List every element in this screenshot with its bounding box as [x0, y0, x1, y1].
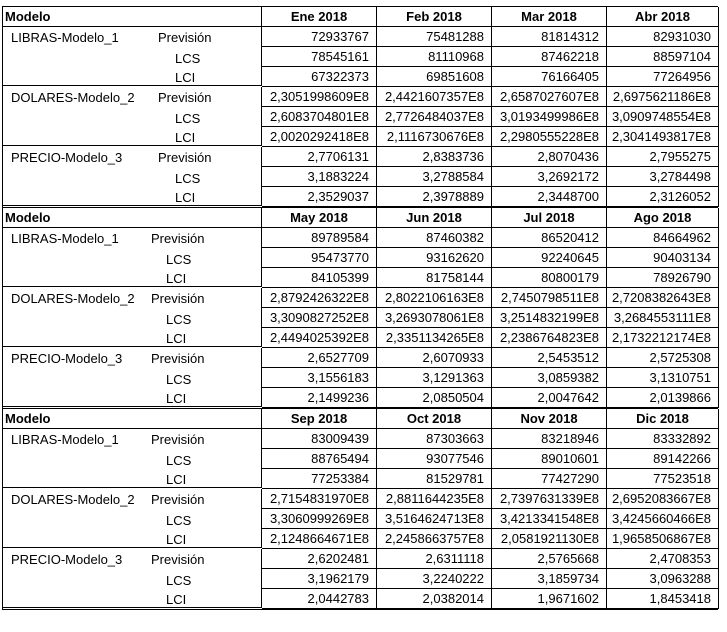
table-cell: 78926790	[653, 270, 711, 285]
table-cell: 89789584	[262, 228, 376, 248]
series-label: LCI	[166, 271, 187, 286]
table-cell: 2,7955275	[607, 147, 718, 167]
table-cell: 72933767	[262, 27, 376, 47]
table-cell: 86520412	[492, 228, 606, 248]
series-label: LCI	[166, 592, 187, 607]
series-label: LCS	[166, 372, 192, 387]
table-cell: 80800179	[541, 270, 599, 285]
month-header: Abr 2018	[607, 7, 719, 27]
series-label: Previsión	[158, 30, 212, 45]
table-cell: 89142266	[607, 449, 718, 469]
value-column	[607, 489, 719, 549]
table-cell: 2,4421607357E8	[377, 87, 491, 107]
value-column	[377, 429, 492, 489]
value-column	[262, 489, 377, 549]
table-cell: 2,0047642	[537, 390, 599, 405]
series-label: LCS	[166, 453, 192, 468]
table-cell: 3,1962179	[262, 569, 376, 589]
table-cell: 89010601	[492, 449, 606, 469]
table-cell: 2,7726484037E8	[377, 107, 491, 127]
model-name: LIBRAS-Modelo_1	[11, 30, 119, 45]
table-cell: 83218946	[492, 429, 606, 449]
table-cell: 2,8383736	[377, 147, 491, 167]
table-cell: 75481288	[377, 27, 491, 47]
model-label-cell	[3, 348, 262, 407]
series-label: LCS	[166, 513, 192, 528]
table-cell: 83332892	[607, 429, 718, 449]
table-cell: 2,4708353	[607, 549, 718, 569]
table-cell: 3,2684553111E8	[607, 308, 718, 328]
table-cell: 2,1248664671E8	[269, 531, 369, 546]
value-column	[377, 549, 492, 609]
table-cell: 3,0963288	[607, 569, 718, 589]
month-header: Jun 2018	[377, 208, 492, 228]
table-cell: 69851608	[426, 69, 484, 84]
table-cell: 87303663	[377, 429, 491, 449]
table-cell: 2,0139866	[649, 390, 711, 405]
table-cell: 92240645	[492, 248, 606, 268]
value-column	[607, 549, 719, 609]
model-name: PRECIO-Modelo_3	[11, 150, 123, 165]
model-label-cell	[3, 147, 262, 206]
table-cell: 2,0442783	[307, 591, 369, 606]
table-cell: 1,8453418	[649, 591, 711, 606]
month-header: Ene 2018	[262, 7, 377, 27]
table-cell: 2,0382014	[422, 591, 484, 606]
month-header: Ago 2018	[607, 208, 719, 228]
table-cell: 2,0850504	[422, 390, 484, 405]
model-label-cell	[3, 429, 262, 488]
table-cell: 2,6587027607E8	[492, 87, 606, 107]
table-cell: 2,7397631339E8	[492, 489, 606, 509]
table-section	[2, 6, 718, 207]
table-cell: 87462218	[492, 47, 606, 67]
table-cell: 2,1499236	[307, 390, 369, 405]
value-column	[607, 288, 719, 348]
table-cell: 3,0193499986E8	[492, 107, 606, 127]
value-column	[492, 228, 607, 288]
table-cell: 3,1310751	[607, 368, 718, 388]
table-cell: 3,1291363	[377, 368, 491, 388]
value-column	[492, 489, 607, 549]
table-cell: 2,3529037	[307, 189, 369, 204]
table-cell: 3,5164624713E8	[377, 509, 491, 529]
table-cell: 3,0859382	[492, 368, 606, 388]
table-cell: 2,6975621186E8	[607, 87, 718, 107]
table-cell: 2,6952083667E8	[607, 489, 718, 509]
table-cell: 77253384	[311, 471, 369, 486]
table-cell: 93077546	[377, 449, 491, 469]
table-cell: 81758144	[426, 270, 484, 285]
table-cell: 2,4494025392E8	[269, 330, 369, 345]
table-cell: 3,3090827252E8	[262, 308, 376, 328]
table-cell: 2,6527709	[262, 348, 376, 368]
table-cell: 3,2692172	[492, 167, 606, 187]
table-cell: 3,4213341548E8	[492, 509, 606, 529]
value-column	[492, 87, 607, 147]
table-cell: 2,3126052	[649, 189, 711, 204]
table-cell: 3,4245660466E8	[607, 509, 718, 529]
series-label: Previsión	[151, 291, 205, 306]
month-header: Feb 2018	[377, 7, 492, 27]
table-cell: 2,6311118	[377, 549, 491, 569]
table-cell: 2,1116730676E8	[386, 129, 484, 144]
table-cell: 76166405	[541, 69, 599, 84]
series-label: LCI	[166, 331, 187, 346]
table-cell: 2,7208382643E8	[607, 288, 718, 308]
value-column	[377, 489, 492, 549]
value-column	[492, 147, 607, 207]
model-label-cell	[3, 87, 262, 146]
value-column	[492, 27, 607, 87]
month-header: Sep 2018	[262, 409, 377, 429]
series-label: LCI	[175, 190, 196, 205]
value-column	[262, 147, 377, 207]
month-header: Mar 2018	[492, 7, 607, 27]
forecast-table	[2, 6, 718, 610]
table-cell: 84105399	[311, 270, 369, 285]
table-cell: 84664962	[607, 228, 718, 248]
model-label-cell	[3, 549, 262, 608]
value-column	[607, 429, 719, 489]
table-cell: 2,3978889	[422, 189, 484, 204]
header-label: Modelo	[3, 409, 262, 429]
table-section	[2, 408, 718, 610]
value-column	[607, 27, 719, 87]
value-column	[377, 288, 492, 348]
value-column	[607, 87, 719, 147]
table-cell: 2,2458663757E8	[384, 531, 484, 546]
model-name: DOLARES-Modelo_2	[11, 492, 135, 507]
table-cell: 67322373	[311, 69, 369, 84]
table-section	[2, 207, 718, 408]
series-label: Previsión	[158, 150, 212, 165]
model-name: DOLARES-Modelo_2	[11, 90, 135, 105]
table-cell: 3,2693078061E8	[377, 308, 491, 328]
table-cell: 93162620	[377, 248, 491, 268]
value-column	[377, 147, 492, 207]
table-cell: 2,8070436	[492, 147, 606, 167]
table-cell: 88597104	[607, 47, 718, 67]
value-column	[492, 348, 607, 408]
table-cell: 3,1556183	[262, 368, 376, 388]
series-label: LCI	[166, 391, 187, 406]
table-cell: 3,1859734	[492, 569, 606, 589]
month-header: Oct 2018	[377, 409, 492, 429]
table-cell: 2,5765668	[492, 549, 606, 569]
table-cell: 2,8811644235E8	[377, 489, 491, 509]
value-column	[262, 348, 377, 408]
model-label-cell	[3, 288, 262, 347]
table-cell: 2,3051998609E8	[262, 87, 376, 107]
series-label: LCS	[166, 573, 192, 588]
table-cell: 2,3041493817E8	[611, 129, 711, 144]
value-column	[607, 228, 719, 288]
value-column	[492, 549, 607, 609]
table-cell: 77264956	[653, 69, 711, 84]
table-cell: 2,3448700	[537, 189, 599, 204]
series-label: LCS	[166, 312, 192, 327]
table-cell: 2,3351134265E8	[385, 330, 484, 345]
series-label: Previsión	[151, 432, 205, 447]
table-cell: 81110968	[377, 47, 491, 67]
table-cell: 81529781	[426, 471, 484, 486]
value-column	[262, 429, 377, 489]
table-cell: 2,0581921130E8	[500, 531, 599, 546]
table-cell: 2,0020292418E8	[269, 129, 369, 144]
table-cell: 81814312	[492, 27, 606, 47]
header-label: Modelo	[3, 7, 262, 27]
value-column	[492, 429, 607, 489]
value-column	[607, 348, 719, 408]
model-label-cell	[3, 228, 262, 287]
table-cell: 3,2788584	[377, 167, 491, 187]
table-cell: 87460382	[377, 228, 491, 248]
table-cell: 77523518	[653, 471, 711, 486]
model-label-cell	[3, 27, 262, 86]
table-cell: 3,3060999269E8	[262, 509, 376, 529]
series-label: Previsión	[151, 552, 205, 567]
series-label: LCI	[175, 70, 196, 85]
table-cell: 3,2784498	[607, 167, 718, 187]
table-cell: 90403134	[607, 248, 718, 268]
table-cell: 77427290	[541, 471, 599, 486]
table-cell: 82931030	[607, 27, 718, 47]
series-label: LCS	[175, 171, 201, 186]
series-label: LCS	[175, 51, 201, 66]
value-column	[377, 348, 492, 408]
table-cell: 2,6083704801E8	[262, 107, 376, 127]
table-cell: 2,6202481	[262, 549, 376, 569]
value-column	[607, 147, 719, 207]
table-cell: 95473770	[262, 248, 376, 268]
table-cell: 1,9658506867E8	[611, 531, 711, 546]
table-cell: 3,2240222	[377, 569, 491, 589]
value-column	[262, 288, 377, 348]
table-cell: 2,1732212174E8	[611, 330, 711, 345]
month-header: Nov 2018	[492, 409, 607, 429]
table-cell: 3,0909748554E8	[607, 107, 718, 127]
series-label: LCS	[166, 252, 192, 267]
table-cell: 88765494	[262, 449, 376, 469]
value-column	[492, 288, 607, 348]
table-cell: 2,7450798511E8	[492, 288, 606, 308]
series-label: LCI	[175, 130, 196, 145]
value-column	[262, 549, 377, 609]
series-label: LCI	[166, 532, 187, 547]
value-column	[262, 27, 377, 87]
table-cell: 2,7706131	[262, 147, 376, 167]
table-cell: 2,6070933	[377, 348, 491, 368]
value-column	[262, 87, 377, 147]
series-label: LCI	[166, 472, 187, 487]
value-column	[262, 228, 377, 288]
series-label: Previsión	[158, 90, 212, 105]
table-cell: 83009439	[262, 429, 376, 449]
header-label: Modelo	[3, 208, 262, 228]
month-header: Dic 2018	[607, 409, 719, 429]
table-cell: 3,1883224	[262, 167, 376, 187]
model-name: LIBRAS-Modelo_1	[11, 231, 119, 246]
table-cell: 2,8022106163E8	[377, 288, 491, 308]
model-name: LIBRAS-Modelo_1	[11, 432, 119, 447]
table-cell: 2,7154831970E8	[262, 489, 376, 509]
month-header: Jul 2018	[492, 208, 607, 228]
model-name: PRECIO-Modelo_3	[11, 552, 123, 567]
table-cell: 2,2980555228E8	[499, 129, 599, 144]
month-header: May 2018	[262, 208, 377, 228]
table-cell: 2,5725308	[607, 348, 718, 368]
table-cell: 78545161	[262, 47, 376, 67]
series-label: LCS	[175, 111, 201, 126]
model-name: PRECIO-Modelo_3	[11, 351, 123, 366]
table-cell: 1,9671602	[537, 591, 599, 606]
table-cell: 2,5453512	[492, 348, 606, 368]
series-label: Previsión	[151, 231, 205, 246]
value-column	[377, 87, 492, 147]
series-label: Previsión	[151, 492, 205, 507]
table-cell: 2,8792426322E8	[262, 288, 376, 308]
value-column	[377, 27, 492, 87]
table-cell: 2,2386764823E8	[499, 330, 599, 345]
model-name: DOLARES-Modelo_2	[11, 291, 135, 306]
table-cell: 3,2514832199E8	[492, 308, 606, 328]
model-label-cell	[3, 489, 262, 548]
series-label: Previsión	[151, 351, 205, 366]
value-column	[377, 228, 492, 288]
